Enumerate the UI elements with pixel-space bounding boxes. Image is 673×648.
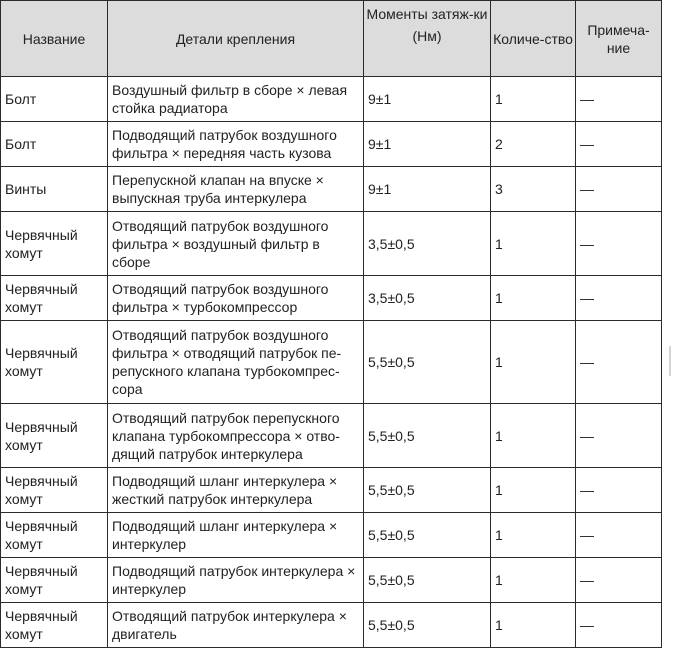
cell-details: Подводящий шланг интеркулера × интеркулер: [108, 513, 364, 558]
cell-note: —: [576, 603, 662, 648]
cell-quantity: 1: [491, 513, 576, 558]
cell-note: —: [576, 212, 662, 276]
table-row: [1, 167, 662, 212]
cell-torque: 5,5±0,5: [364, 513, 491, 558]
cell-name: Болт: [1, 122, 108, 167]
cell-name: Червячный хомут: [1, 558, 108, 603]
cell-torque: 5,5±0,5: [364, 468, 491, 513]
cell-torque: 5,5±0,5: [364, 603, 491, 648]
cell-details: Подводящий патрубок воздушного фильтра × передняя часть кузова: [108, 122, 364, 167]
cell-name: Болт: [1, 77, 108, 122]
table-row: [1, 603, 662, 648]
table-row: [1, 513, 662, 558]
cell-note: —: [576, 558, 662, 603]
cell-note: —: [576, 167, 662, 212]
cell-quantity: 1: [491, 212, 576, 276]
cell-note: —: [576, 276, 662, 321]
cell-name: Червячный хомут: [1, 276, 108, 321]
cell-name: Червячный хомут: [1, 404, 108, 468]
cell-torque: 5,5±0,5: [364, 321, 491, 404]
cell-details: Отводящий патрубок перепускного клапана турбокомпрессора × отво-дящий патрубок интеркулера: [108, 404, 364, 468]
header-name: Название: [1, 1, 108, 77]
cell-note: —: [576, 468, 662, 513]
header-torque: [364, 1, 491, 77]
cell-name: Червячный хомут: [1, 212, 108, 276]
cell-torque: 9±1: [364, 77, 491, 122]
cell-quantity: 1: [491, 468, 576, 513]
cell-note: —: [576, 513, 662, 558]
header-note: Примеча-ние: [576, 1, 662, 77]
table-row: [1, 212, 662, 276]
cell-details: Подводящий патрубок интеркулера × интеркулер: [108, 558, 364, 603]
cell-quantity: 1: [491, 603, 576, 648]
cell-torque: 9±1: [364, 167, 491, 212]
cell-quantity: 1: [491, 404, 576, 468]
table-row: [1, 558, 662, 603]
header-details: Детали крепления: [108, 1, 364, 77]
table-row: [1, 122, 662, 167]
cell-quantity: 1: [491, 77, 576, 122]
cell-name: Червячный хомут: [1, 603, 108, 648]
table-row: [1, 404, 662, 468]
cell-quantity: 2: [491, 122, 576, 167]
cell-details: Воздушный фильтр в сборе × левая стойка радиатора: [108, 77, 364, 122]
cell-note: —: [576, 404, 662, 468]
table-row: [1, 321, 662, 404]
cell-note: —: [576, 321, 662, 404]
scrollbar-thumb[interactable]: [669, 346, 671, 376]
cell-quantity: 1: [491, 276, 576, 321]
cell-quantity: 3: [491, 167, 576, 212]
cell-torque: 3,5±0,5: [364, 276, 491, 321]
header-quantity: Количе-ство: [491, 1, 576, 77]
cell-note: —: [576, 122, 662, 167]
table-header: [1, 1, 662, 77]
cell-note: —: [576, 77, 662, 122]
cell-torque: 3,5±0,5: [364, 212, 491, 276]
cell-details: Перепускной клапан на впуске × выпускная труба интеркулера: [108, 167, 364, 212]
header-row: [1, 1, 662, 77]
table-row: [1, 77, 662, 122]
cell-name: Червячный хомут: [1, 321, 108, 404]
cell-torque: 5,5±0,5: [364, 404, 491, 468]
cell-name: Червячный хомут: [1, 513, 108, 558]
cell-name: Червячный хомут: [1, 468, 108, 513]
cell-details: Отводящий патрубок интеркулера × двигатель: [108, 603, 364, 648]
table-row: [1, 276, 662, 321]
header-torque-unit: (Нм): [412, 28, 442, 44]
header-torque-label: Моменты затяж-ки: [366, 6, 488, 22]
cell-torque: 5,5±0,5: [364, 558, 491, 603]
cell-details: Отводящий патрубок воздушного фильтра × турбокомпрессор: [108, 276, 364, 321]
cell-details: Отводящий патрубок воздушного фильтра × воздушный фильтр в сборе: [108, 212, 364, 276]
cell-name: Винты: [1, 167, 108, 212]
cell-quantity: 1: [491, 321, 576, 404]
cell-quantity: 1: [491, 558, 576, 603]
table-body: [1, 77, 662, 648]
table-row: [1, 468, 662, 513]
cell-details: Подводящий шланг интеркулера × жесткий патрубок интеркулера: [108, 468, 364, 513]
cell-torque: 9±1: [364, 122, 491, 167]
cell-details: Отводящий патрубок воздушного фильтра × отводящий патрубок пе-репускного клапана турбокомпрес-сора: [108, 321, 364, 404]
